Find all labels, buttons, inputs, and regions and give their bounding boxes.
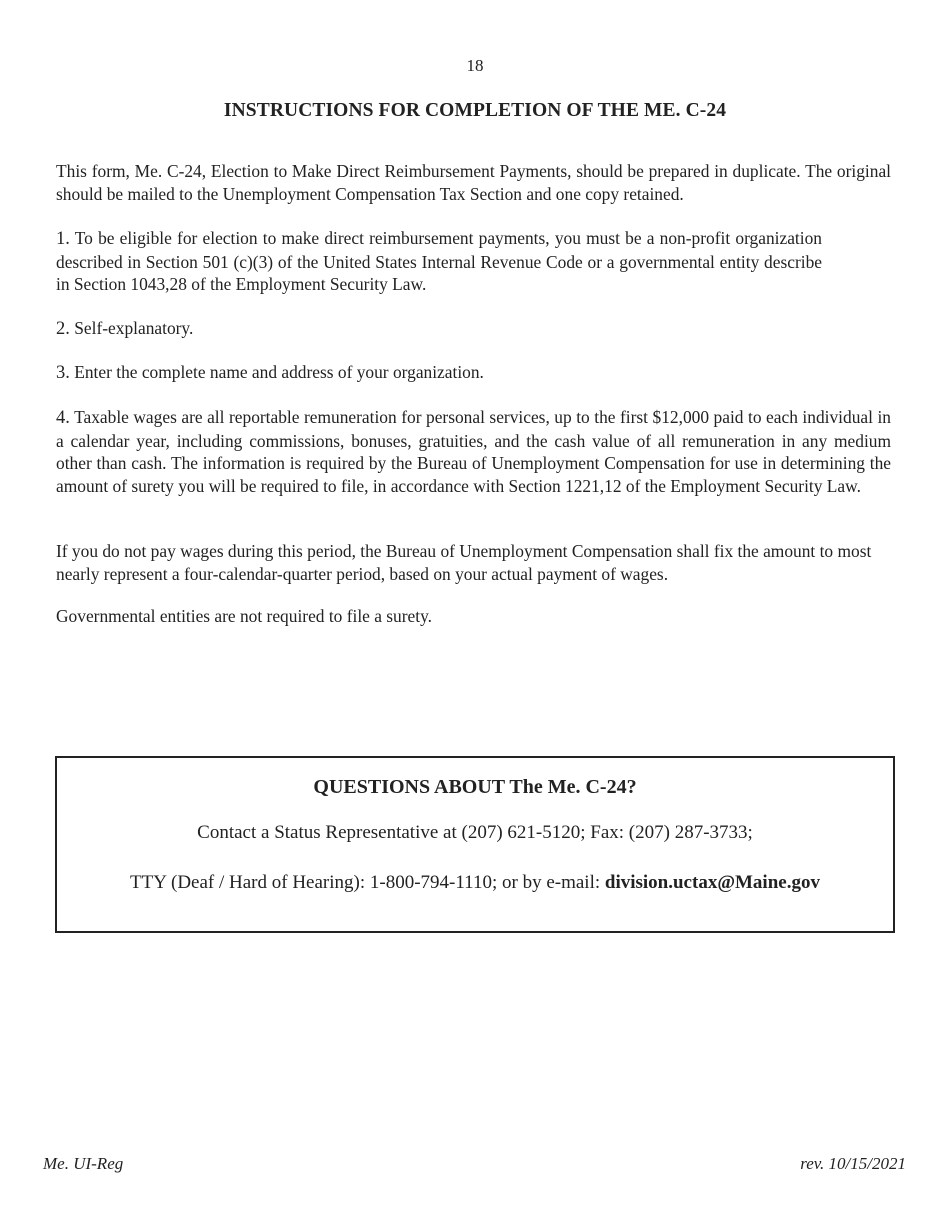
footer-form-id: Me. UI-Reg (43, 1154, 124, 1173)
email-link[interactable]: division.uctax@Maine.gov (604, 872, 820, 893)
instruction-item-3 (56, 361, 891, 385)
footer-revision: rev. 10/15/2021 (800, 1154, 906, 1173)
tty-text: TTY (Deaf / Hard of Hearing): 1-800-794-1110; or by e-mail: (130, 872, 601, 893)
instruction-item-2 (56, 317, 891, 341)
item-number: 4. (56, 408, 70, 428)
governmental-paragraph (56, 605, 891, 628)
governmental-text: Governmental entities are not required to file a surety. (56, 606, 433, 626)
no-wages-text: If you do not pay wages during this period, the Bureau of Unemployment Compensation shall fix the amount to most nearly represent a four-calendar-quarter period, based on your actual payment of wages. (56, 541, 872, 584)
item-text: Taxable wages are all reportable remuneration for personal services, up to the first $12,000 paid to each individual in a calendar year, including commissions, bonuses, gratuities, and the cash value of all remuneration in any medium other than cash. The information is required by the Bureau of Unemployment Compensation for use in determining the amount of surety you will be required to file, in accordance with Section 1221,12 of the Employment Security Law. (56, 407, 891, 496)
contact-line: Contact a Status Representative at (207) 621-5120; Fax: (207) 287-3733; (197, 822, 753, 843)
intro-text: This form, Me. C-24, Election to Make Direct Reimbursement Payments, should be prepared in duplicate. The original should be mailed to the Unemployment Compensation Tax Section and one copy retained. (56, 161, 891, 204)
item-text: Enter the complete name and address of your organization. (74, 362, 484, 382)
instruction-item-4 (56, 406, 891, 497)
questions-box (55, 756, 895, 933)
page-title: INSTRUCTIONS FOR COMPLETION OF THE ME. C-24 (223, 100, 727, 121)
questions-title: QUESTIONS ABOUT The Me. C-24? (313, 776, 637, 798)
item-text: Self-explanatory. (74, 318, 194, 338)
tty-line (57, 872, 893, 894)
item-number: 1. (56, 229, 70, 249)
item-number: 2. (56, 319, 70, 339)
item-text: To be eligible for election to make direct reimbursement payments, you must be a non-profit organization described in Section 501 (c)(3) of the United States Internal Revenue Code or a governmental entity describe in Section 1043,28 of the Employment Security Law. (56, 228, 822, 294)
intro-paragraph (56, 160, 891, 205)
page-number: 18 (466, 56, 484, 75)
instruction-item-1 (56, 227, 822, 296)
item-number: 3. (56, 363, 70, 383)
no-wages-paragraph (56, 540, 876, 585)
